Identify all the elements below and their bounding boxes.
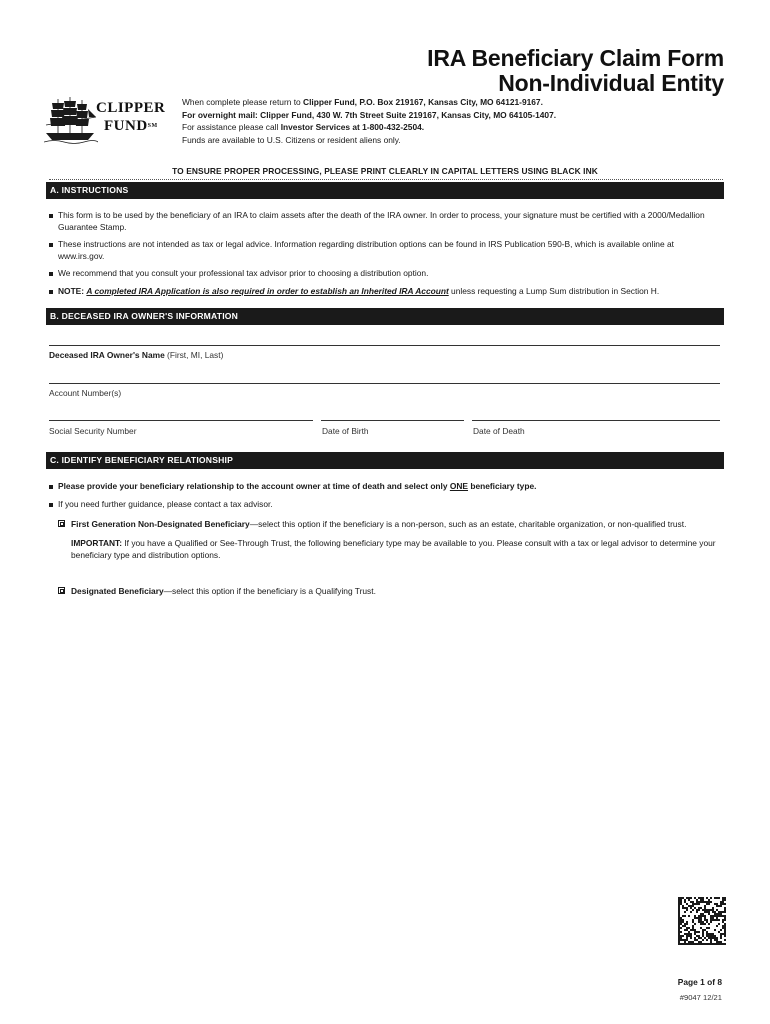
- date-of-death-label: Date of Death: [473, 426, 525, 436]
- ssn-label: Social Security Number: [49, 426, 137, 436]
- owner-name-hint: (First, MI, Last): [164, 350, 224, 360]
- option-non-designated: [58, 518, 718, 561]
- return-address-line: [182, 96, 556, 109]
- non-designated-text: [58, 518, 718, 530]
- non-designated-checkbox[interactable]: [58, 520, 65, 527]
- overnight-address-line: [182, 109, 556, 122]
- section-a-header: A. INSTRUCTIONS: [46, 182, 724, 199]
- clipper-fund-logo: [44, 95, 170, 145]
- form-number: #9047 12/21: [679, 993, 722, 1002]
- instruction-item-3: We recommend that you consult your professional tax advisor prior to choosing a distribution option.: [49, 268, 717, 280]
- date-of-birth-label: Date of Birth: [322, 426, 369, 436]
- owner-name-field[interactable]: [49, 345, 720, 346]
- designated-label: Designated Beneficiary: [71, 586, 164, 596]
- date-of-death-field[interactable]: [472, 420, 720, 421]
- logo-line-1: CLIPPER: [96, 100, 166, 116]
- non-designated-label: First Generation Non-Designated Beneficiary: [71, 519, 250, 529]
- form-title: [427, 46, 724, 96]
- relationship-item-2: If you need further guidance, please contact a tax advisor.: [49, 499, 717, 511]
- instructions-list: [49, 210, 717, 303]
- capital-letters-note: TO ENSURE PROPER PROCESSING, PLEASE PRINT CLEARLY IN CAPITAL LETTERS USING BLACK INK: [172, 166, 598, 176]
- relationship-one: ONE: [449, 481, 469, 491]
- important-note: [58, 537, 718, 561]
- relationship-item-1-text: Please provide your beneficiary relationship to the account owner at time of death and select only: [58, 481, 450, 491]
- relationship-item-1-end: beneficiary type.: [468, 481, 537, 491]
- designated-checkbox[interactable]: [58, 587, 65, 594]
- assistance-line: [182, 121, 556, 134]
- return-address-block: [182, 96, 556, 146]
- note-rest: unless requesting a Lump Sum distribution in Section H.: [448, 285, 660, 296]
- return-prefix: When complete please return to: [182, 97, 304, 107]
- barcode-icon: [678, 897, 726, 945]
- note-label: NOTE:: [58, 285, 87, 296]
- relationship-instructions: [49, 481, 717, 516]
- logo-fund: FUND: [104, 118, 148, 134]
- dotted-divider: [49, 179, 723, 180]
- title-line-2: Non-Individual Entity: [498, 70, 724, 96]
- overnight-address: For overnight mail: Clipper Fund, 430 W. 7th Street Suite 219167, Kansas City, MO 64105-1407.: [182, 109, 557, 120]
- date-of-birth-field[interactable]: [321, 420, 464, 421]
- logo-line-2: [96, 117, 165, 135]
- instruction-item-4: [49, 286, 717, 298]
- designated-desc: —select this option if the beneficiary is a Qualifying Trust.: [163, 586, 376, 596]
- option-designated: [58, 585, 718, 597]
- non-designated-desc: —select this option if the beneficiary is a non-person, such as an estate, charitable organization, or non-qualified trust.: [249, 519, 687, 529]
- return-address: Clipper Fund, P.O. Box 219167, Kansas City, MO 64121-9167.: [303, 97, 543, 107]
- relationship-item-1: [49, 481, 717, 493]
- instruction-item-1: This form is to be used by the beneficiary of an IRA to claim assets after the death of the IRA owner. In order to process, your signature must be certified with a 2000/Medallion Guarantee Stamp.: [49, 210, 717, 233]
- service-mark: SM: [147, 123, 158, 129]
- designated-text: [58, 585, 718, 597]
- owner-name-label-text: Deceased IRA Owner's Name: [49, 350, 165, 360]
- title-line-1: IRA Beneficiary Claim Form: [427, 45, 724, 71]
- assistance-phone: Investor Services at 1-800-432-2504.: [280, 122, 425, 133]
- account-number-label: Account Number(s): [49, 388, 122, 398]
- clipper-ship-icon: [44, 95, 98, 145]
- logo-wordmark: [96, 99, 165, 135]
- page-number: Page 1 of 8: [677, 977, 722, 987]
- important-label: IMPORTANT:: [71, 538, 123, 548]
- owner-name-label: [49, 350, 223, 360]
- account-number-field[interactable]: [49, 383, 720, 384]
- note-emphasis: A completed IRA Application is also required in order to establish an Inherited IRA Account: [86, 285, 449, 296]
- citizenship-note: Funds are available to U.S. Citizens or resident aliens only.: [182, 134, 401, 145]
- assistance-prefix: For assistance please call: [182, 122, 281, 133]
- important-text: If you have a Qualified or See-Through Trust, the following beneficiary type may be available to you. Please consult with a tax or legal advisor to determine your beneficiary type and distribution options.: [71, 538, 716, 560]
- section-b-header: B. DECEASED IRA OWNER'S INFORMATION: [46, 308, 724, 325]
- ssn-field[interactable]: [49, 420, 313, 421]
- instruction-item-2: These instructions are not intended as tax or legal advice. Information regarding distribution options can be found in IRS Publication 590-B, which is available online at www.irs.gov.: [49, 239, 717, 262]
- section-c-header: C. IDENTIFY BENEFICIARY RELATIONSHIP: [46, 452, 724, 469]
